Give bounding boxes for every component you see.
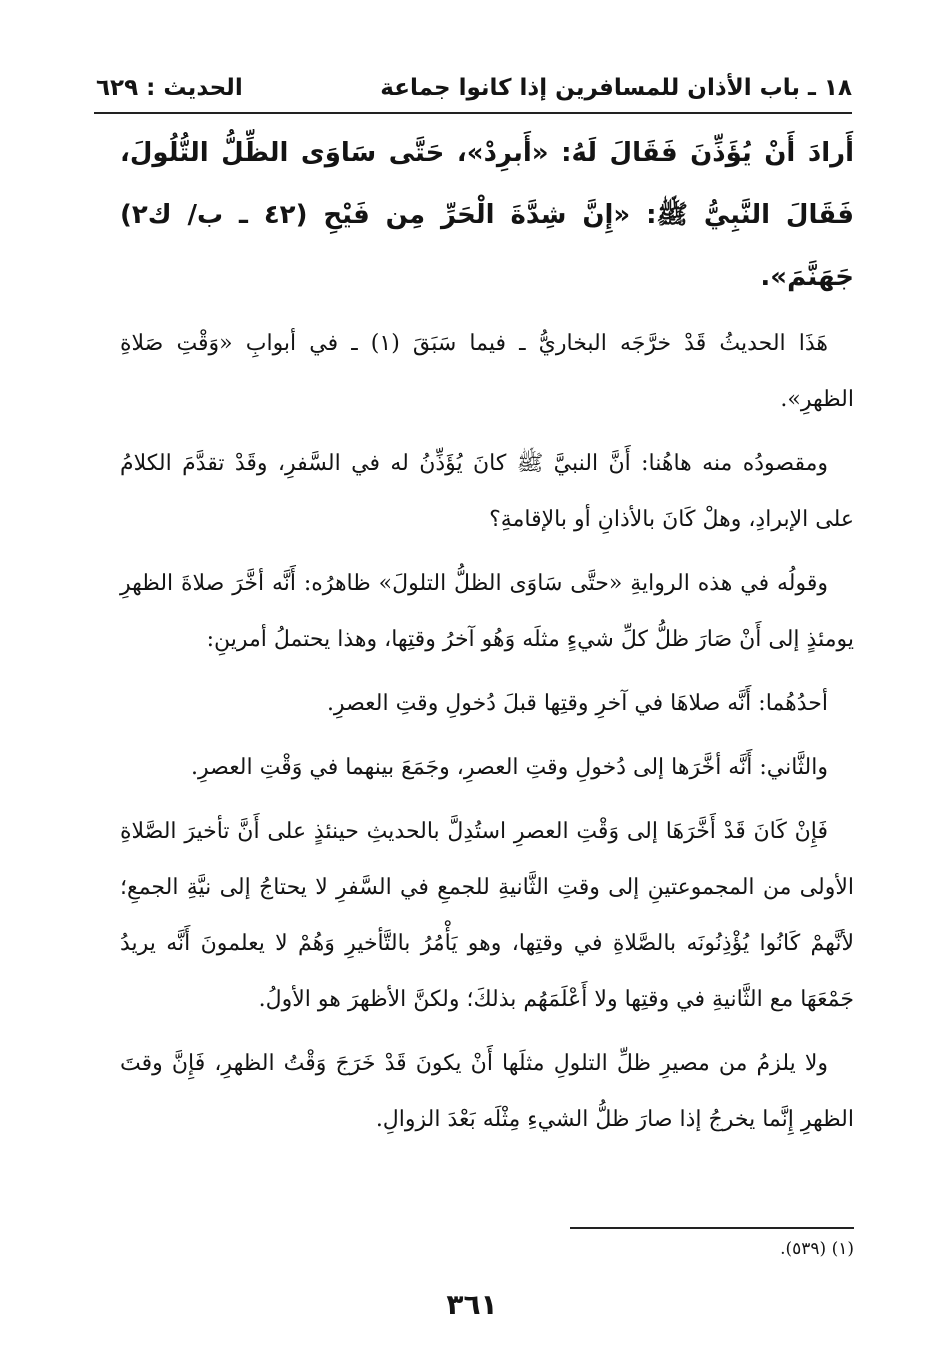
hadith-reference: الحديث : ٦٢٩ bbox=[96, 75, 243, 101]
footnote: (١) (٥٣٩). bbox=[780, 1239, 854, 1259]
commentary-paragraph: والثَّاني: أَنَّه أخَّرَها إلى دُخولِ وقتِ العصرِ، وجَمَعَ بينهما في وَقْتِ العصرِ. bbox=[190, 755, 828, 780]
main-text bbox=[120, 122, 854, 1156]
page-number: ٣٦١ bbox=[446, 1288, 498, 1321]
commentary-paragraph: ولا يلزمُ من مصيرِ ظلِّ التلولِ مثلَها أَنْ يكونَ قَدْ خَرَجَ وَقْتُ الظهرِ، فَإِنَّ وقتَ الظهرِ إِنَّما يخرجُ إذا صارَ ظلُّ الشيءِ مِثْلَه بَعْدَ الزوالِ. bbox=[120, 1051, 854, 1132]
commentary-paragraph: ومقصودُه منه هاهُنا: أَنَّ النبيَّ ﷺ كانَ يُؤَذِّنُ له في السَّفرِ، وقَدْ تقدَّمَ الكلامُ على الإبرادِ، وهلْ كَانَ بالأذانِ أو بالإقامةِ؟ bbox=[120, 451, 854, 532]
hadith-text-paragraph: أَرادَ أَنْ يُؤَذِّنَ فَقَالَ لَهُ: «أَبرِدْ»، حَتَّى سَاوَى الظِّلُّ التُّلُولَ، فَقَالَ النَّبِيُّ ﷺ: «إِنَّ شِدَّةَ الْحَرِّ مِن فَيْحِ (٤٢ ـ ب/ ك٢) جَهَنَّمَ». bbox=[120, 138, 854, 292]
running-header bbox=[96, 68, 852, 108]
commentary-paragraph: هَذَا الحديثُ قَدْ خرَّجَه البخاريُّ ـ فيما سَبَقَ (١) ـ في أبوابِ «وَقْتِ صَلاةِ الظهرِ». bbox=[120, 331, 854, 412]
chapter-title: ١٨ ـ باب الأذان للمسافرين إذا كانوا جماعة bbox=[380, 75, 852, 101]
commentary-paragraph: أحدُهُما: أَنَّه صلاهَا في آخرِ وقتِها قبلَ دُخولِ وقتِ العصرِ. bbox=[326, 691, 828, 716]
footnote-rule bbox=[570, 1227, 854, 1229]
header-rule bbox=[94, 112, 852, 114]
commentary-paragraph: وقولُه في هذه الروايةِ «حتَّى سَاوَى الظلُّ التلولَ» ظاهرُه: أَنَّه أخَّرَ صلاةَ الظهرِ يومئذٍ إلى أَنْ صَارَ ظلُّ كلِّ شيءٍ مثلَه وَهُو آخرُ وقتِها، وهذا يحتملُ أمرينِ: bbox=[120, 571, 854, 652]
commentary-paragraph: فَإِنْ كَانَ قَدْ أَخَّرَهَا إلى وَقْتِ العصرِ استُدِلَّ بالحديثِ حينئذٍ على أَنَّ تأخيرَ الصَّلاةِ الأولى من المجموعتينِ إلى وقتِ الثَّانيةِ للجمعِ في السَّفرِ لا يحتاجُ إلى نيَّةِ الجمعِ؛ لأنَّهمْ كَانُوا يُؤْذِنُونَه بالصَّلاةِ في وقتِها، وهو يَأْمُرُ بالتَّأخيرِ وَهُمْ لا يعلمونَ أَنَّه يريدُ جَمْعَهَا مع الثَّانيةِ في وقتِها ولا أَعْلَمَهُم بذلكَ؛ ولكنَّ الأظهرَ هو الأولُ. bbox=[120, 819, 854, 1012]
